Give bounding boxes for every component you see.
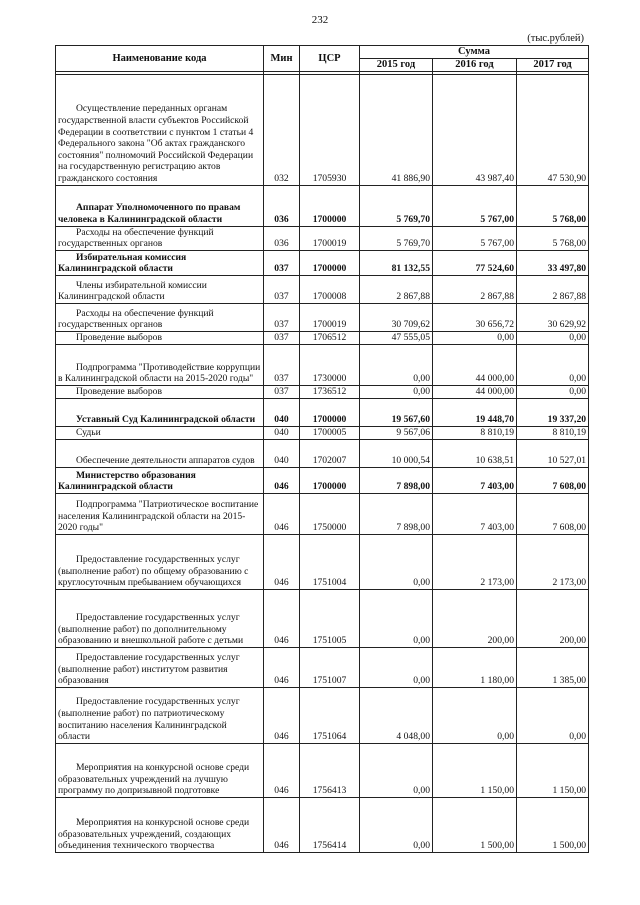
cell-2016: 1 180,00 [433, 647, 517, 687]
cell-2015: 47 555,05 [360, 331, 433, 344]
cell-2017: 0,00 [517, 344, 589, 385]
cell-name: Избирательная комиссия Калининградской области [56, 250, 264, 275]
cell-2015: 0,00 [360, 385, 433, 398]
cell-min: 046 [264, 743, 300, 797]
cell-name: Мероприятия на конкурсной основе среди образовательных учреждений, создающих объединения технического творчества [56, 797, 264, 852]
cell-csr: 1706512 [300, 331, 360, 344]
table-header [56, 46, 589, 75]
cell-min: 037 [264, 275, 300, 303]
cell-min: 040 [264, 398, 300, 426]
cell-min: 040 [264, 439, 300, 467]
cell-2016: 200,00 [433, 589, 517, 647]
cell-2017: 10 527,01 [517, 439, 589, 467]
table-row [56, 250, 589, 275]
cell-2016: 77 524,60 [433, 250, 517, 275]
table-row [56, 743, 589, 797]
cell-min: 046 [264, 797, 300, 852]
cell-min: 037 [264, 303, 300, 331]
table-row [56, 275, 589, 303]
cell-csr: 1736512 [300, 385, 360, 398]
cell-2017: 7 608,00 [517, 467, 589, 493]
cell-min: 036 [264, 185, 300, 226]
cell-min: 032 [264, 74, 300, 185]
table-row [56, 385, 589, 398]
cell-2016: 2 867,88 [433, 275, 517, 303]
cell-2015: 30 709,62 [360, 303, 433, 331]
header-min: Мин [264, 46, 300, 72]
cell-name: Расходы на обеспечение функций государственных органов [56, 303, 264, 331]
cell-min: 046 [264, 493, 300, 534]
cell-2015: 0,00 [360, 797, 433, 852]
cell-csr: 1750000 [300, 493, 360, 534]
cell-min: 037 [264, 331, 300, 344]
table-row [56, 303, 589, 331]
cell-min: 036 [264, 226, 300, 250]
cell-2015: 0,00 [360, 589, 433, 647]
cell-min: 046 [264, 467, 300, 493]
cell-2016: 19 448,70 [433, 398, 517, 426]
cell-2016: 1 500,00 [433, 797, 517, 852]
cell-2017: 5 768,00 [517, 185, 589, 226]
cell-2016: 5 767,00 [433, 185, 517, 226]
cell-2015: 0,00 [360, 743, 433, 797]
cell-2017: 47 530,90 [517, 74, 589, 185]
cell-csr: 1700019 [300, 226, 360, 250]
units-label: (тыс.рублей) [527, 33, 584, 44]
cell-2015: 4 048,00 [360, 687, 433, 743]
cell-name: Судьи [56, 426, 264, 439]
cell-2015: 10 000,54 [360, 439, 433, 467]
cell-2015: 0,00 [360, 534, 433, 589]
cell-2017: 33 497,80 [517, 250, 589, 275]
cell-name: Аппарат Уполномоченного по правам человека в Калининградской области [56, 185, 264, 226]
header-name: Наименование кода [56, 46, 264, 72]
cell-2016: 8 810,19 [433, 426, 517, 439]
table-row [56, 687, 589, 743]
cell-name: Предоставление государственных услуг (выполнение работ) институтом развития образования [56, 647, 264, 687]
cell-csr: 1702007 [300, 439, 360, 467]
cell-2015: 7 898,00 [360, 467, 433, 493]
table-row [56, 74, 589, 185]
cell-name: Члены избирательной комиссии Калининградской области [56, 275, 264, 303]
budget-table [55, 45, 589, 853]
table-row [56, 797, 589, 852]
cell-min: 046 [264, 589, 300, 647]
table-row [56, 647, 589, 687]
table-row [56, 467, 589, 493]
cell-min: 037 [264, 344, 300, 385]
cell-2015: 7 898,00 [360, 493, 433, 534]
header-2016: 2016 год [433, 58, 517, 71]
table-body [56, 74, 589, 852]
cell-2016: 30 656,72 [433, 303, 517, 331]
cell-2017: 1 385,00 [517, 647, 589, 687]
cell-2015: 0,00 [360, 344, 433, 385]
header-csr: ЦСР [300, 46, 360, 72]
table-row [56, 534, 589, 589]
cell-name: Министерство образования Калининградской области [56, 467, 264, 493]
cell-2017: 19 337,20 [517, 398, 589, 426]
cell-2017: 1 150,00 [517, 743, 589, 797]
cell-2017: 30 629,92 [517, 303, 589, 331]
cell-csr: 1700008 [300, 275, 360, 303]
cell-2017: 0,00 [517, 331, 589, 344]
cell-name: Предоставление государственных услуг (выполнение работ) по дополнительному образованию и внешкольной работе с детьми [56, 589, 264, 647]
cell-name: Предоставление государственных услуг (выполнение работ) по общему образованию с круглосуточным пребыванием обучающихся [56, 534, 264, 589]
cell-min: 037 [264, 250, 300, 275]
cell-2017: 200,00 [517, 589, 589, 647]
cell-2016: 7 403,00 [433, 467, 517, 493]
cell-name: Мероприятия на конкурсной основе среди образовательных учреждений на лучшую программу по допризывной подготовке [56, 743, 264, 797]
cell-2017: 5 768,00 [517, 226, 589, 250]
cell-min: 046 [264, 687, 300, 743]
cell-name: Подпрограмма "Патриотическое воспитание населения Калининградской области на 2015-2020 годы" [56, 493, 264, 534]
table-row [56, 589, 589, 647]
cell-2015: 41 886,90 [360, 74, 433, 185]
cell-name: Проведение выборов [56, 385, 264, 398]
cell-2017: 2 867,88 [517, 275, 589, 303]
cell-csr: 1700019 [300, 303, 360, 331]
cell-2017: 7 608,00 [517, 493, 589, 534]
cell-csr: 1700000 [300, 398, 360, 426]
cell-2017: 8 810,19 [517, 426, 589, 439]
cell-2016: 0,00 [433, 687, 517, 743]
cell-csr: 1751064 [300, 687, 360, 743]
cell-csr: 1756414 [300, 797, 360, 852]
cell-name: Предоставление государственных услуг (выполнение работ) по патриотическому воспитанию населения Калининградской области [56, 687, 264, 743]
cell-csr: 1730000 [300, 344, 360, 385]
table-row [56, 439, 589, 467]
header-sum: Сумма [360, 46, 589, 59]
header-2015: 2015 год [360, 58, 433, 71]
cell-2016: 10 638,51 [433, 439, 517, 467]
table-row [56, 331, 589, 344]
table-row [56, 185, 589, 226]
cell-2016: 0,00 [433, 331, 517, 344]
cell-csr: 1751004 [300, 534, 360, 589]
cell-min: 037 [264, 385, 300, 398]
cell-name: Уставный Суд Калининградской области [56, 398, 264, 426]
cell-csr: 1700005 [300, 426, 360, 439]
cell-name: Осуществление переданных органам государственной власти субъектов Российской Федерации в соответствии с пунктом 1 статьи 4 Федерального закона "Об актах гражданского состояния" полномочий Российской Федерации на государственную регистрацию актов гражданского состояния [56, 74, 264, 185]
cell-2017: 0,00 [517, 687, 589, 743]
cell-csr: 1700000 [300, 185, 360, 226]
cell-name: Подпрограмма "Противодействие коррупции в Калининградской области на 2015-2020 годы" [56, 344, 264, 385]
cell-csr: 1756413 [300, 743, 360, 797]
cell-min: 046 [264, 534, 300, 589]
cell-2015: 0,00 [360, 647, 433, 687]
cell-2015: 19 567,60 [360, 398, 433, 426]
cell-2015: 2 867,88 [360, 275, 433, 303]
cell-name: Обеспечение деятельности аппаратов судов [56, 439, 264, 467]
cell-2016: 44 000,00 [433, 385, 517, 398]
cell-name: Расходы на обеспечение функций государственных органов [56, 226, 264, 250]
table-row [56, 426, 589, 439]
cell-2017: 1 500,00 [517, 797, 589, 852]
cell-csr: 1700000 [300, 250, 360, 275]
cell-2017: 2 173,00 [517, 534, 589, 589]
cell-csr: 1700000 [300, 467, 360, 493]
header-2017: 2017 год [517, 58, 589, 71]
table-row [56, 226, 589, 250]
table-row [56, 398, 589, 426]
cell-min: 046 [264, 647, 300, 687]
cell-name: Проведение выборов [56, 331, 264, 344]
cell-2016: 5 767,00 [433, 226, 517, 250]
cell-2015: 9 567,06 [360, 426, 433, 439]
table-row [56, 344, 589, 385]
cell-2015: 5 769,70 [360, 226, 433, 250]
cell-csr: 1705930 [300, 74, 360, 185]
cell-2016: 2 173,00 [433, 534, 517, 589]
cell-2016: 1 150,00 [433, 743, 517, 797]
cell-min: 040 [264, 426, 300, 439]
cell-2017: 0,00 [517, 385, 589, 398]
cell-2016: 44 000,00 [433, 344, 517, 385]
cell-csr: 1751005 [300, 589, 360, 647]
page-number: 232 [311, 14, 329, 26]
cell-2016: 43 987,40 [433, 74, 517, 185]
cell-2015: 5 769,70 [360, 185, 433, 226]
cell-2015: 81 132,55 [360, 250, 433, 275]
cell-csr: 1751007 [300, 647, 360, 687]
table-row [56, 493, 589, 534]
cell-2016: 7 403,00 [433, 493, 517, 534]
